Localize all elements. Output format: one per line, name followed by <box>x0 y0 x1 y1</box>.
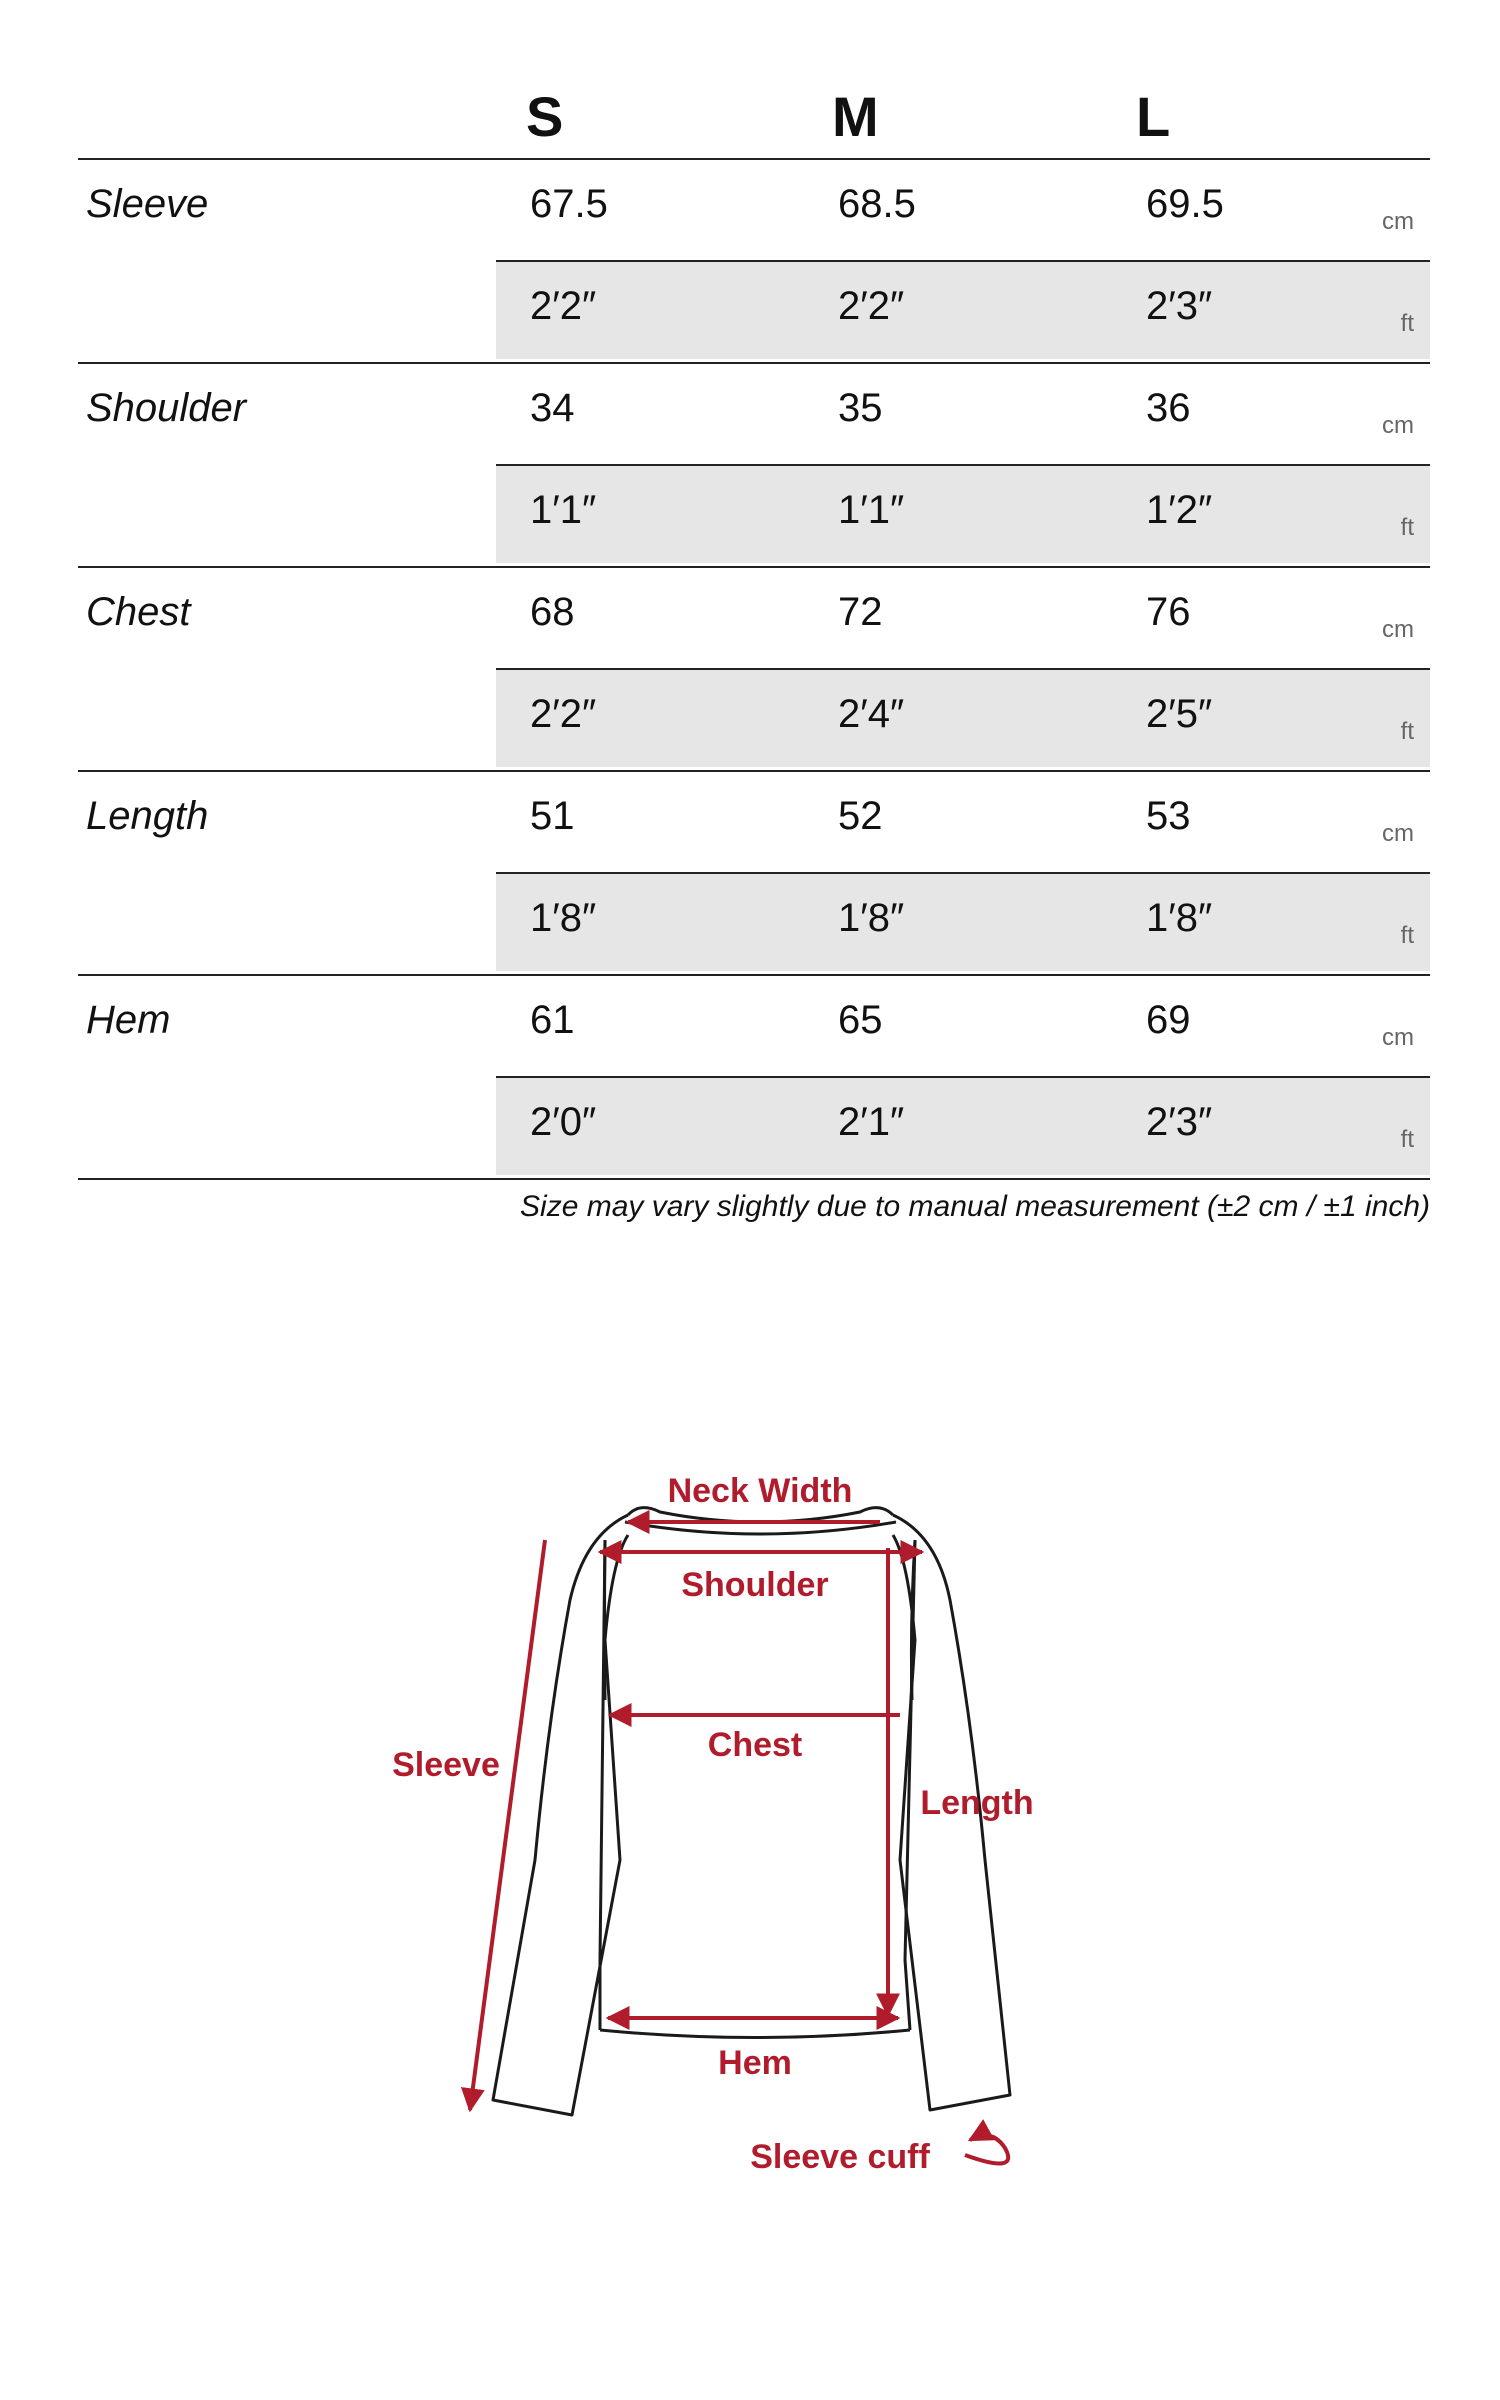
cell-cm: 76 <box>1146 590 1191 634</box>
cell-cm: 65 <box>838 998 883 1042</box>
unit-ft: ft <box>1400 922 1414 949</box>
left-sleeve <box>493 1515 628 2115</box>
unit-cm: cm <box>1382 616 1414 643</box>
measurement-note: Size may vary slightly due to manual measurement (±2 cm / ±1 inch) <box>520 1190 1430 1223</box>
unit-cm: cm <box>1382 208 1414 235</box>
size-l: L <box>1136 85 1171 148</box>
cell-cm: 53 <box>1146 794 1191 838</box>
cell-cm: 69 <box>1146 998 1191 1042</box>
cell-ft: 1′1″ <box>530 488 597 532</box>
row-label: Hem <box>86 998 171 1042</box>
cell-cm: 35 <box>838 386 883 430</box>
unit-ft: ft <box>1400 310 1414 337</box>
cell-ft: 2′0″ <box>530 1100 597 1144</box>
unit-ft: ft <box>1400 1126 1414 1153</box>
cell-ft: 1′8″ <box>530 896 597 940</box>
cell-ft: 2′4″ <box>838 692 905 736</box>
unit-cm: cm <box>1382 820 1414 847</box>
row-label: Sleeve <box>86 182 209 226</box>
cell-cm: 68.5 <box>838 182 916 226</box>
armhole-left <box>605 1540 606 1700</box>
cell-ft: 2′5″ <box>1146 692 1213 736</box>
unit-cm: cm <box>1382 1024 1414 1051</box>
unit-ft: ft <box>1400 514 1414 541</box>
size-s: S <box>526 85 564 148</box>
cell-ft: 2′2″ <box>530 284 597 328</box>
sleeve-cuff-arrow <box>965 2136 1008 2164</box>
cell-cm: 61 <box>530 998 575 1042</box>
size-m: M <box>832 85 879 148</box>
cell-cm: 69.5 <box>1146 182 1224 226</box>
cell-ft: 2′3″ <box>1146 284 1213 328</box>
cell-ft: 1′8″ <box>1146 896 1213 940</box>
cell-ft: 1′8″ <box>838 896 905 940</box>
label-hem: Hem <box>718 2044 792 2082</box>
unit-ft: ft <box>1400 718 1414 745</box>
row-label: Chest <box>86 590 191 634</box>
cell-cm: 51 <box>530 794 575 838</box>
cell-cm: 34 <box>530 386 575 430</box>
row-label: Shoulder <box>86 386 247 430</box>
cell-cm: 72 <box>838 590 883 634</box>
label-sleeve-cuff: Sleeve cuff <box>750 2138 930 2176</box>
cell-cm: 68 <box>530 590 575 634</box>
cell-ft: 1′2″ <box>1146 488 1213 532</box>
cell-cm: 52 <box>838 794 883 838</box>
cell-ft: 2′2″ <box>838 284 905 328</box>
label-neck-width: Neck Width <box>667 1472 853 1510</box>
cell-ft: 1′1″ <box>838 488 905 532</box>
cell-cm: 67.5 <box>530 182 608 226</box>
label-chest: Chest <box>707 1726 803 1764</box>
row-label: Length <box>86 794 209 838</box>
label-length: Length <box>920 1784 1034 1822</box>
cell-cm: 36 <box>1146 386 1191 430</box>
cell-ft: 2′3″ <box>1146 1100 1213 1144</box>
unit-cm: cm <box>1382 412 1414 439</box>
body-hem <box>600 2030 910 2038</box>
cell-ft: 2′1″ <box>838 1100 905 1144</box>
label-shoulder: Shoulder <box>681 1566 829 1604</box>
cell-ft: 2′2″ <box>530 692 597 736</box>
label-sleeve: Sleeve <box>392 1746 500 1784</box>
